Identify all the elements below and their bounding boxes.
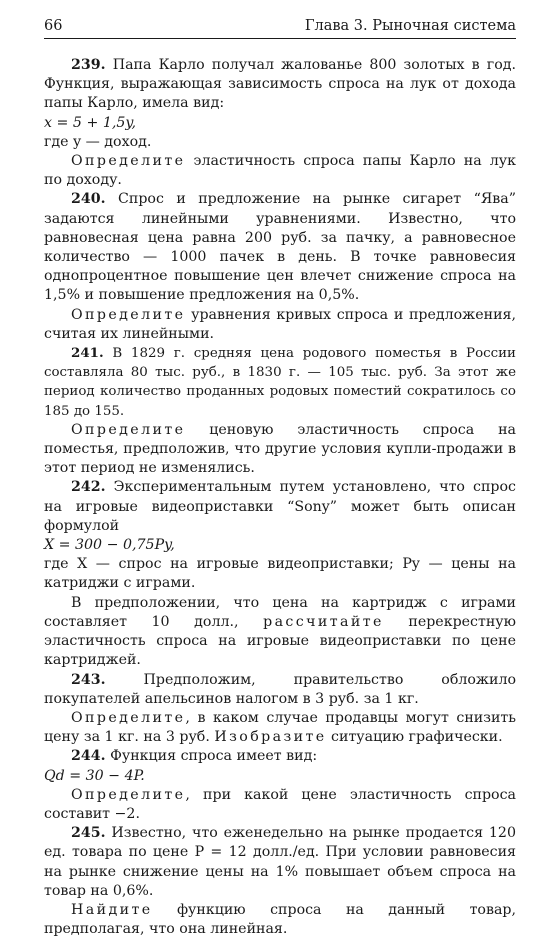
- problem-242: [44, 478, 516, 536]
- problem-245: [44, 824, 516, 901]
- problem-number: 243.: [71, 671, 106, 688]
- assumption-text: В предположении, что цена на картридж с играми составляет 10 долл.,: [44, 594, 516, 630]
- problem-number: 244.: [71, 748, 106, 765]
- page-body: [44, 56, 516, 939]
- problem-text: Спрос и предложение на рынке сигарет “Ява” задаются линейными уравнениями. Известно, что равновесная цена равна 200 руб. за пачку, а равновесное количество — 1000 пачек в день. В точке равновесия однопроцентное повышение цен влечет снижение спроса на 1,5% и повышение предложения на 0,5%.: [44, 191, 517, 304]
- task-verb-2: Изобразите: [214, 729, 327, 746]
- problem-task: [44, 152, 516, 190]
- formula-explanation: где y — доход.: [44, 133, 152, 150]
- problem-text: Предположим, правительство обложило покупателей апельсинов налогом в 3 руб. за 1 кг.: [44, 671, 516, 707]
- problem-text: В 1829 г. средняя цена родового поместья в России составляла 80 тыс. руб., в 1830 г. — 105 тыс. руб. За этот же период количество проданных родовых поместий сократилось со 185 до 155.: [44, 346, 516, 419]
- task-text: уравнения кривых спроса и предложения, считая их линейными.: [44, 306, 516, 342]
- problem-text: Экспериментальным путем установлено, что спрос на игровые видеоприставки “Sony” может быть описан формулой: [44, 479, 517, 534]
- task-text-2: ситуацию графически.: [326, 729, 503, 746]
- problem-text: Известно, что еженедельно на рынке продается 120 ед. товара по цене P = 12 долл./ед. При условии равновесия на рынке снижение цены на 1% повышает объем спроса на товар на 0,6%.: [44, 825, 516, 899]
- task-verb: Определите: [71, 786, 186, 803]
- problem-task: [44, 306, 516, 344]
- task-verb: Определите: [71, 421, 186, 438]
- page-number: 66: [44, 18, 63, 34]
- task-verb: Определите: [71, 709, 186, 726]
- formula-explanation: где X — спрос на игровые видеоприставки; Py — цены на катриджи с играми.: [44, 556, 516, 592]
- chapter-title: Глава 3. Рыночная система: [304, 18, 516, 34]
- formula: X = 300 − 0,75Py,: [44, 537, 175, 554]
- task-verb: Определите: [71, 306, 186, 323]
- problem-number: 242.: [71, 479, 106, 496]
- task-verb: Определите: [71, 153, 186, 170]
- problem-241: [44, 344, 516, 421]
- problem-task: [44, 901, 516, 939]
- task-text: перекрестную эластичность спроса на игровые видеоприставки по цене картриджей.: [44, 613, 516, 669]
- problem-number: 240.: [71, 191, 106, 208]
- formula: Qd = 30 − 4P.: [44, 767, 145, 784]
- problem-243: [44, 671, 516, 709]
- task-text: ценовую эластичность спроса на поместья, предположив, что другие условия купли-продажи в этот период не изменялись.: [44, 421, 516, 477]
- task-verb: Найдите: [71, 901, 153, 918]
- problem-number: 239.: [71, 57, 106, 73]
- problem-240: [44, 190, 516, 305]
- problem-task: [44, 709, 516, 747]
- problem-text: Функция спроса имеет вид:: [110, 748, 318, 765]
- running-header: [44, 16, 516, 39]
- problem-task: [44, 786, 516, 824]
- problem-number: 245.: [71, 825, 106, 842]
- problem-task: [44, 594, 516, 671]
- problem-239: [44, 56, 516, 114]
- task-text: эластичность спроса папы Карло на лук по доходу.: [44, 153, 516, 189]
- problem-text: Папа Карло получал жалованье 800 золотых в год. Функция, выражающая зависимость спроса на лук от дохода папы Карло, имела вид:: [44, 57, 516, 112]
- task-text: функцию спроса на данный товар, предполагая, что она линейная.: [44, 901, 516, 938]
- formula: x = 5 + 1,5y,: [44, 114, 137, 131]
- task-text: , в каком случае продавцы могут снизить цену за 1 кг. на 3 руб.: [44, 709, 516, 746]
- task-verb: рассчитайте: [263, 613, 384, 630]
- problem-244: [44, 747, 516, 766]
- task-text: , при какой цене эластичность спроса составит −2.: [44, 786, 516, 822]
- problem-number: 241.: [71, 345, 104, 362]
- problem-task: [44, 421, 516, 479]
